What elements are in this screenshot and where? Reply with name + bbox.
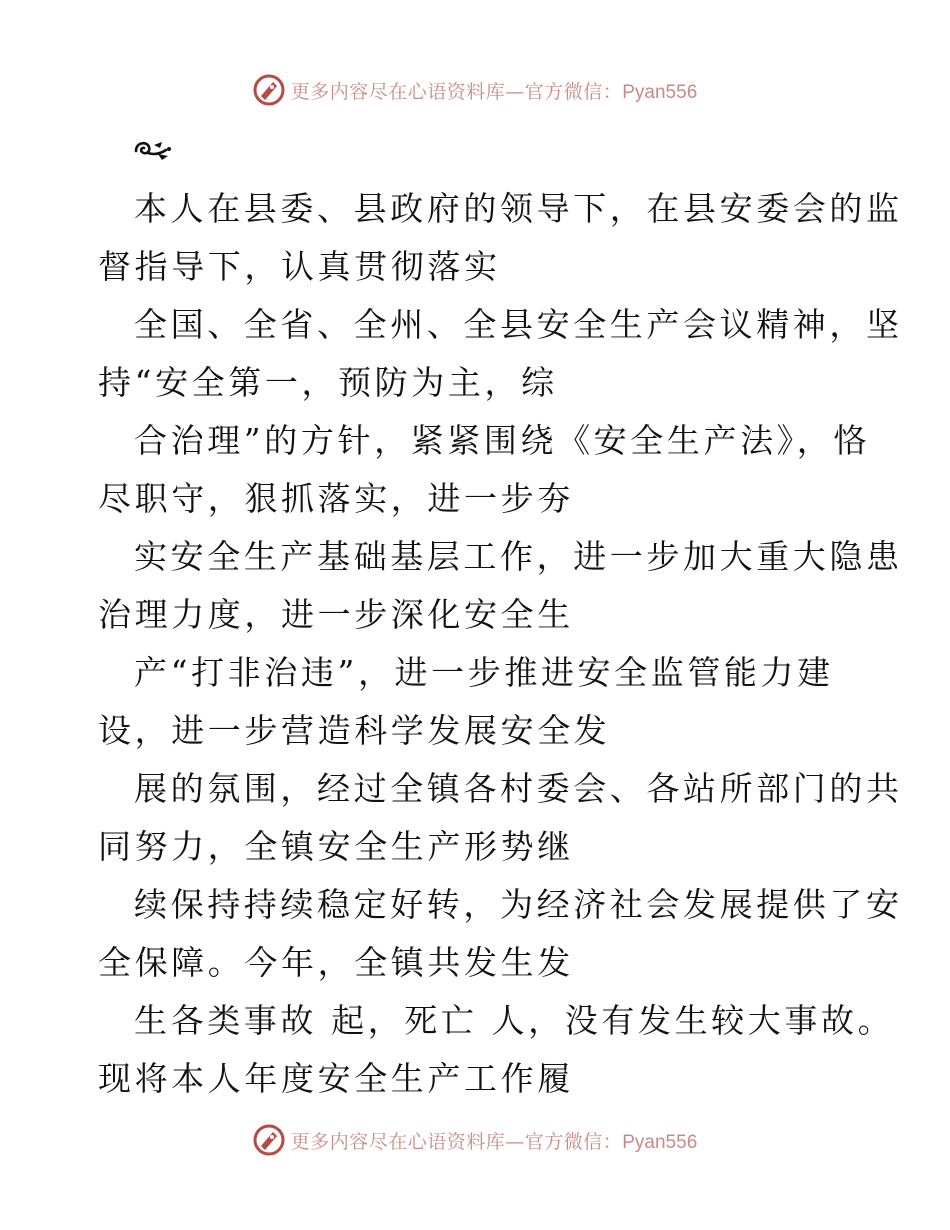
paragraph-line: 生各类事故 起，死亡 人，没有发生较大事故。 [134, 1001, 895, 1040]
fleuron-ornament-icon [132, 136, 172, 162]
paragraph-line: 现将本人年度安全生产工作履 [98, 1059, 574, 1098]
paragraph-line: 合治理”的方针，紧紧围绕《安全生产法》，恪 [134, 421, 870, 460]
paragraph-line: 同努力，全镇安全生产形势继 [98, 827, 574, 866]
document-body [98, 180, 903, 1108]
paragraph-line: 治理力度，进一步深化安全生 [98, 595, 574, 634]
watermark-text: 更多内容尽在心语资料库—官方微信：Pyan556 [290, 80, 698, 103]
pen-nib-logo-icon [253, 74, 285, 106]
paragraph-line: 续保持持续稳定好转，为经济社会发展提供了安 [134, 885, 903, 924]
paragraph-line: 展的氛围，经过全镇各村委会、各站所部门的共 [134, 769, 903, 808]
paragraph-line: 产“打非治违”，进一步推进安全监管能力建 [134, 653, 834, 692]
paragraph-line: 持“安全第一，预防为主，综 [98, 363, 558, 402]
footer-watermark [0, 1122, 950, 1158]
paragraph-line: 督指导下，认真贯彻落实 [98, 247, 501, 286]
pen-nib-logo-icon [253, 1124, 285, 1156]
paragraph-line: 本人在县委、县政府的领导下，在县安委会的监 [134, 189, 903, 228]
watermark-text: 更多内容尽在心语资料库—官方微信：Pyan556 [290, 1130, 698, 1153]
paragraph-line: 设，进一步营造科学发展安全发 [98, 711, 611, 750]
paragraph-line: 全保障。今年，全镇共发生发 [98, 943, 574, 982]
header-watermark [0, 72, 950, 108]
paragraph-line: 实安全生产基础基层工作，进一步加大重大隐患 [134, 537, 903, 576]
paragraph-line: 全国、全省、全州、全县安全生产会议精神，坚 [134, 305, 903, 344]
paragraph-line: 尽职守，狠抓落实，进一步夯 [98, 479, 574, 518]
